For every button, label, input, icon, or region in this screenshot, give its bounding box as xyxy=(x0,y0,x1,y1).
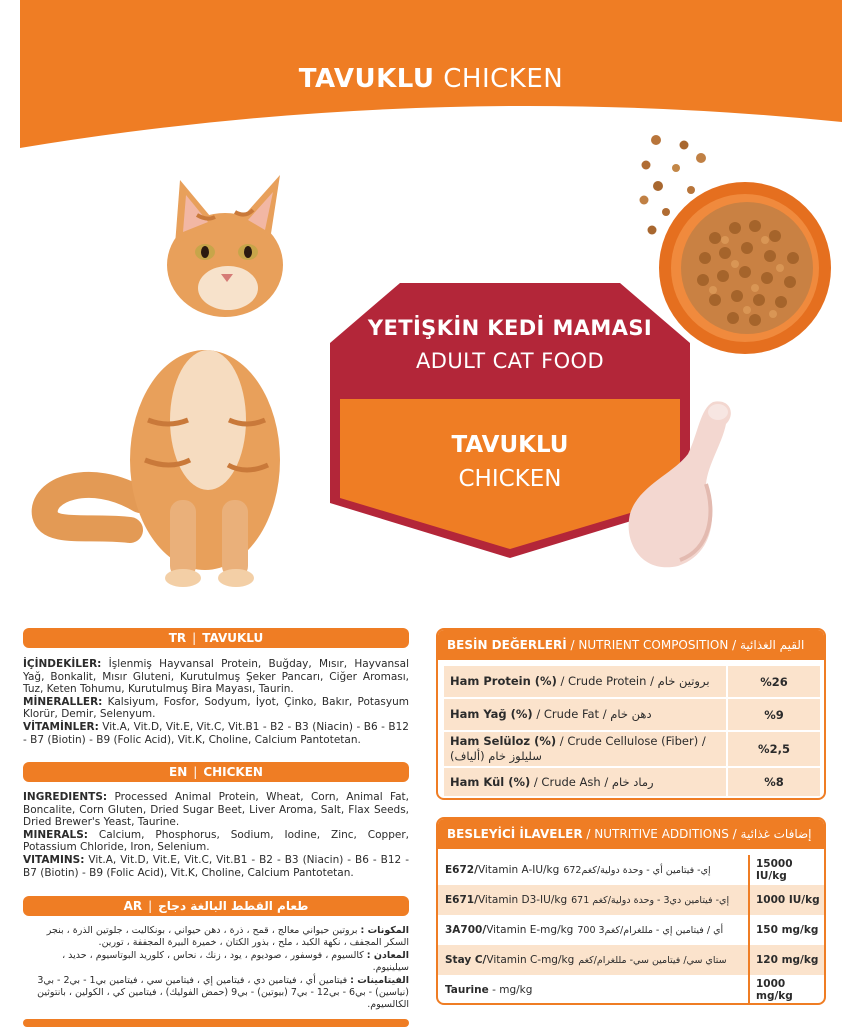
addition-code: E671/ xyxy=(445,894,478,906)
addition-value: 150 mg/kg xyxy=(748,915,824,945)
addition-code: 3A700/ xyxy=(445,924,487,936)
title-bold: TAVUKLU xyxy=(298,64,435,94)
en-ingredients: Processed Animal Protein, Wheat, Corn, Animal Fat, Boncalite, Corn Gluten, Dried Sugar Beet, Liver Aroma, Salt, Flax Seeds, Dried Brewer's Yeast, Taurine. xyxy=(23,791,409,829)
additions-header-en: / NUTRITIVE ADDITIONS / xyxy=(582,827,741,841)
en-minerals-label: MINERALS: xyxy=(23,828,88,841)
addition-ar: ستاي سي/ فيتامين سي- مللغرام/كغم xyxy=(578,955,727,966)
section-code-en: EN xyxy=(169,765,188,779)
badge-title-tr: YETİŞKİN KEDİ MAMASI xyxy=(367,316,653,340)
nutrient-panel-header xyxy=(438,630,824,660)
nutrient-row xyxy=(444,699,820,730)
additions-header-ar: إضافات غذائية xyxy=(740,827,812,841)
section-header-en: EN | CHICKEN xyxy=(23,762,409,782)
ar-minerals-label: المعادن : xyxy=(366,949,409,961)
addition-name: - mg/kg xyxy=(488,984,533,996)
ingredients-text-en xyxy=(23,791,409,879)
section-name-tr: TAVUKLU xyxy=(202,631,264,645)
ar-ingredients: بروتين حيواني معالج ، قمح ، ذرة ، دهن حيواني ، بونكاليت ، جلوتين الذرة ، بنجر السكر المجفف ، نكهة الكبد ، ملح ، بذور الكتان ، خميرة البيرة المجففة ، تورين. xyxy=(46,925,409,949)
addition-row xyxy=(438,885,824,915)
nutrient-row xyxy=(444,666,820,697)
addition-row xyxy=(438,915,824,945)
en-minerals: Calcium, Phosphorus, Sodium, Iodine, Zinc, Copper, Potassium Chloride, Iron, Selenium. xyxy=(23,828,409,854)
addition-name: Vitamin C-mg/kg xyxy=(486,954,575,966)
nutrient-tr: Ham Selüloz (%) xyxy=(450,734,557,748)
nutrient-ar: دهن خام xyxy=(610,707,652,721)
ar-ingredients-label: المكونات : xyxy=(360,925,409,936)
ingredients-text-ar xyxy=(23,925,409,1012)
nutrient-tr: Ham Kül (%) xyxy=(450,774,531,789)
section-header-tr: TR | TAVUKLU xyxy=(23,628,409,648)
addition-row xyxy=(438,855,824,885)
tr-minerals: Kalsiyum, Fosfor, Sodyum, İyot, Çinko, Bakır, Potasyum Klorür, Demir, Selenyum. xyxy=(23,695,409,721)
section-code-ar: AR xyxy=(123,899,143,913)
nutrient-value: %9 xyxy=(726,699,820,730)
en-vitamins-label: VITAMINS: xyxy=(23,853,85,866)
ar-minerals: كالسيوم ، فوسفور ، صوديوم ، يود ، زنك ، نحاس ، كلوريد البوتاسيوم ، حديد ، سيلينيوم. xyxy=(62,949,409,974)
badge-flavor-tr: TAVUKLU xyxy=(451,432,569,458)
additions-header-tr: BESLEYİCİ İLAVELER xyxy=(447,827,583,841)
addition-value: 1000 mg/kg xyxy=(748,975,824,1005)
tr-vitamins: Vit.A, Vit.D, Vit.E, Vit.C, Vit.B1 - B2 - B3 (Niacin) - B6 - B12 - B7 (Biotin) - B9 (Folic Acid), Vit.K, Choline, Calcium Pantotetan. xyxy=(23,720,409,746)
addition-ar xyxy=(532,985,536,996)
tr-minerals-label: MİNERALLER: xyxy=(23,695,103,708)
addition-row xyxy=(438,975,824,1005)
addition-ar: 672إي- فيتامين أي - وحدة دولية/كغم xyxy=(563,865,711,876)
section-header-ar: AR | طعام القطط البالغة دجاج xyxy=(23,896,409,916)
addition-row xyxy=(438,945,824,975)
nutrient-tr: Ham Protein (%) xyxy=(450,674,557,688)
addition-name: Vitamin E-mg/kg xyxy=(486,924,574,936)
badge-flavor-en: CHICKEN xyxy=(458,466,562,492)
nutrient-header-en: / NUTRIENT COMPOSITION / xyxy=(566,638,740,652)
nutrient-value: %8 xyxy=(726,768,820,796)
section-name-ar: طعام القطط البالغة دجاج xyxy=(158,899,309,913)
tr-ingredients-label: İÇİNDEKİLER: xyxy=(23,658,102,670)
en-vitamins: Vit.A, Vit.D, Vit.E, Vit.C, Vit.B1 - B2 - B3 (Niacin) - B6 - B12 - B7 (Biotin) - B9 (Folic Acid), Vit.K, Choline, Calcium Pantotetan. xyxy=(23,853,409,879)
nutrient-en: / Crude Fat / xyxy=(532,707,611,721)
cat-image xyxy=(30,170,320,590)
nutrient-header-ar: القيم الغذائية xyxy=(740,638,805,652)
additions-panel-header xyxy=(438,819,824,849)
addition-value: 1000 IU/kg xyxy=(748,885,824,915)
addition-name: Vitamin D3-IU/kg xyxy=(477,894,568,906)
section-code-tr: TR xyxy=(168,631,187,645)
nutrient-row xyxy=(444,732,820,766)
bottom-bar xyxy=(23,1019,409,1027)
section-name-en: CHICKEN xyxy=(203,765,263,779)
nutrient-row xyxy=(444,768,820,796)
addition-code: Taurine xyxy=(445,984,489,996)
nutrient-ar: بروتين خام xyxy=(657,674,710,688)
nutrient-header-tr: BESİN DEĞERLERİ xyxy=(447,638,567,652)
page-title xyxy=(20,64,842,94)
nutrient-ar: سليلوز خام (ألياف) xyxy=(450,749,542,763)
title-regular: CHICKEN xyxy=(443,64,564,94)
addition-value: 15000 IU/kg xyxy=(748,855,824,885)
addition-value: 120 mg/kg xyxy=(748,945,824,975)
tr-ingredients: İşlenmiş Hayvansal Protein, Buğday, Mısır, Hayvansal Yağ, Bonkalit, Mısır Gluteni, Kurutulmuş Şeker Pancarı, Ciğer Aroması, Tuz, Keten Tohumu, Kurutulmuş Bira Mayası, Taurin. xyxy=(23,658,409,696)
en-ingredients-label: INGREDIENTS: xyxy=(23,791,108,803)
addition-name: Vitamin A-IU/kg xyxy=(477,864,560,876)
addition-code: Stay C/ xyxy=(445,954,487,966)
nutrient-value: %26 xyxy=(726,666,820,697)
nutrient-en: / Crude Cellulose (Fiber) / xyxy=(556,734,706,748)
tr-vitamins-label: VİTAMİNLER: xyxy=(23,720,99,733)
nutrient-en: / Crude Protein / xyxy=(556,674,658,688)
nutritive-additions-panel xyxy=(436,817,826,1005)
nutrient-value: %2,5 xyxy=(726,732,820,766)
ar-vitamins-label: الفيتامينات : xyxy=(350,974,409,986)
addition-ar: 671 إي- فيتامين دي3 - وحدة دولية/كغم xyxy=(571,895,730,906)
nutrient-en: / Crude Ash / xyxy=(530,774,612,789)
chicken-leg-image xyxy=(618,394,738,574)
ingredients-text-tr xyxy=(23,658,409,746)
nutrient-tr: Ham Yağ (%) xyxy=(450,707,533,721)
addition-ar: 700 3أي / فيتامين إي - مللغرام/كغم xyxy=(577,925,724,936)
ar-vitamins: فيتامين أي ، فيتامين دي ، فيتامين إي ، فيتامين سي ، فيتامين بي1 - بي2 - بي3 (نياسين) - بي6 - بي12 - بي7 (بيوتين) - بي9 (حمض الفوليك) ، فيتامين كي ، الكولين ، بانتوثين الكالسيوم. xyxy=(37,974,409,1011)
badge-title-en: ADULT CAT FOOD xyxy=(415,349,605,373)
nutrient-composition-panel xyxy=(436,628,826,800)
addition-code: E672/ xyxy=(445,864,478,876)
nutrient-ar: رماد خام xyxy=(611,774,654,789)
